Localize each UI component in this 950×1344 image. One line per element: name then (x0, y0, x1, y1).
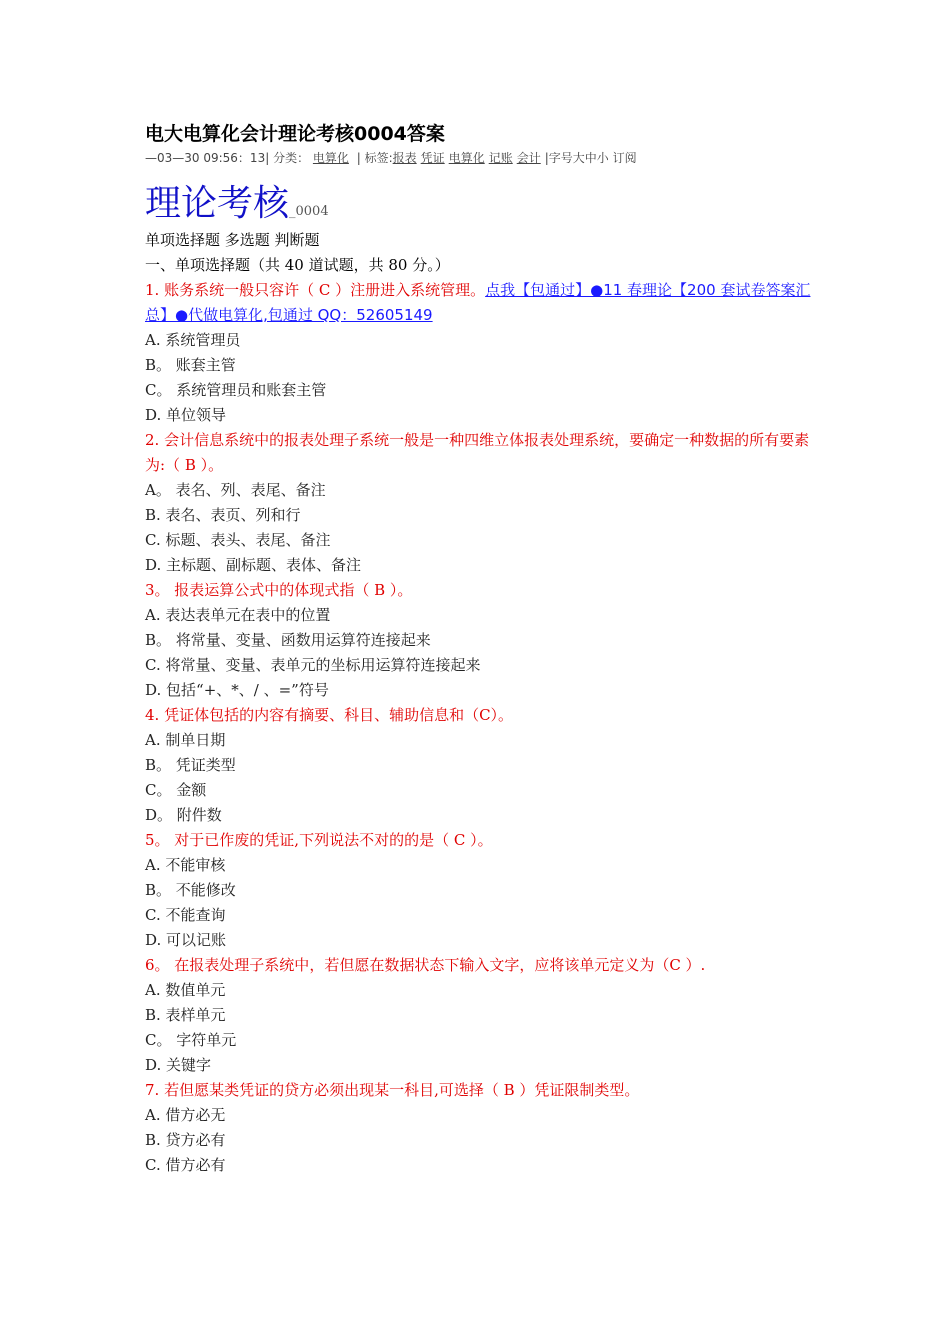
question-text: 1. 账务系统一般只容许（ C ）注册进入系统管理。点我【包通过】●11 春理论【200 套试卷答案汇总】●代做电算化,包通过 QQ：52605149 (145, 281, 811, 324)
question-text: 2. 会计信息系统中的报表处理子系统一般是一种四维立体报表处理系统，要确定一种数据的所有要素为:（ B ）。 (145, 431, 810, 474)
answer-option: A. 制单日期 (145, 731, 226, 749)
question-text: 3。 报表运算公式中的体现式指（ B ）。 (145, 581, 413, 599)
answer-option: C。 系统管理员和账套主管 (145, 381, 327, 399)
answer-option: C. 不能查询 (145, 906, 226, 924)
tags-label: | 标签: (356, 151, 393, 165)
answer-option: C。 字符单元 (145, 1031, 237, 1049)
answer-option: B。 将常量、变量、函数用运算符连接起来 (145, 631, 431, 649)
answer-option: B。 账套主管 (145, 356, 236, 374)
page-title: 电大电算化会计理论考核0004答案 (145, 123, 445, 145)
answer-option: B. 贷方必有 (145, 1131, 226, 1149)
question-text: 7. 若但愿某类凭证的贷方必须出现某一科目,可选择（ B ）凭证限制类型。 (145, 1081, 640, 1099)
answer-option: A. 表达表单元在表中的位置 (145, 606, 331, 624)
ad-link[interactable]: 点我【包通过】●11 春理论【200 套试卷答案汇总】●代做电算化,包通过 QQ：52605149 (145, 281, 811, 324)
answer-option: B。 凭证类型 (145, 756, 236, 774)
tag-link[interactable]: 凭证 (420, 151, 445, 165)
meta-timestamp: —03—30 09:56：13| 分类： (145, 151, 310, 165)
answer-option: A. 借方必无 (145, 1106, 226, 1124)
answer-option: D。 附件数 (145, 806, 222, 824)
answer-option: C. 借方必有 (145, 1156, 226, 1174)
category-link[interactable]: 电算化 (312, 151, 349, 165)
section-header: 一、单项选择题（共 40 道试题，共 80 分。） (145, 256, 450, 274)
answer-option: D. 关键字 (145, 1056, 212, 1074)
meta-suffix: |字号大中小 订阅 (544, 151, 637, 165)
exam-title-suffix: _0004 (289, 204, 329, 219)
question-types: 单项选择题 多选题 判断题 (145, 231, 320, 249)
document-page (145, 120, 815, 1178)
question-text: 6。 在报表处理子系统中，若但愿在数据状态下输入文字，应将该单元定义为（C ）. (145, 956, 706, 974)
answer-option: D. 单位领导 (145, 406, 227, 424)
tag-link[interactable]: 电算化 (448, 151, 485, 165)
answer-option: A. 不能审核 (145, 856, 226, 874)
tag-link[interactable]: 记账 (488, 151, 513, 165)
answer-option: B。 不能修改 (145, 881, 236, 899)
question-text: 4. 凭证体包括的内容有摘要、科目、辅助信息和（C）。 (145, 706, 514, 724)
answer-option: D. 可以记账 (145, 931, 227, 949)
answer-option: B. 表名、表页、列和行 (145, 506, 301, 524)
tag-link[interactable]: 报表 (392, 151, 417, 165)
answer-option: A. 系统管理员 (145, 331, 241, 349)
answer-option: D. 包括“+、*、/ 、=”符号 (145, 681, 329, 699)
answer-option: A. 数值单元 (145, 981, 226, 999)
answer-option: A。 表名、列、表尾、备注 (145, 481, 326, 499)
tag-link[interactable]: 会计 (516, 151, 541, 165)
answer-option: B. 表样单元 (145, 1006, 226, 1024)
answer-option: C。 金额 (145, 781, 207, 799)
question-text: 5。 对于已作废的凭证,下列说法不对的的是（ C ）。 (145, 831, 493, 849)
exam-title: 理论考核 (145, 183, 290, 224)
post-meta (145, 148, 815, 168)
answer-option: D. 主标题、副标题、表体、备注 (145, 556, 362, 574)
answer-option: C. 将常量、变量、表单元的坐标用运算符连接起来 (145, 656, 481, 674)
exam-heading (145, 180, 815, 228)
answer-option: C. 标题、表头、表尾、备注 (145, 531, 331, 549)
